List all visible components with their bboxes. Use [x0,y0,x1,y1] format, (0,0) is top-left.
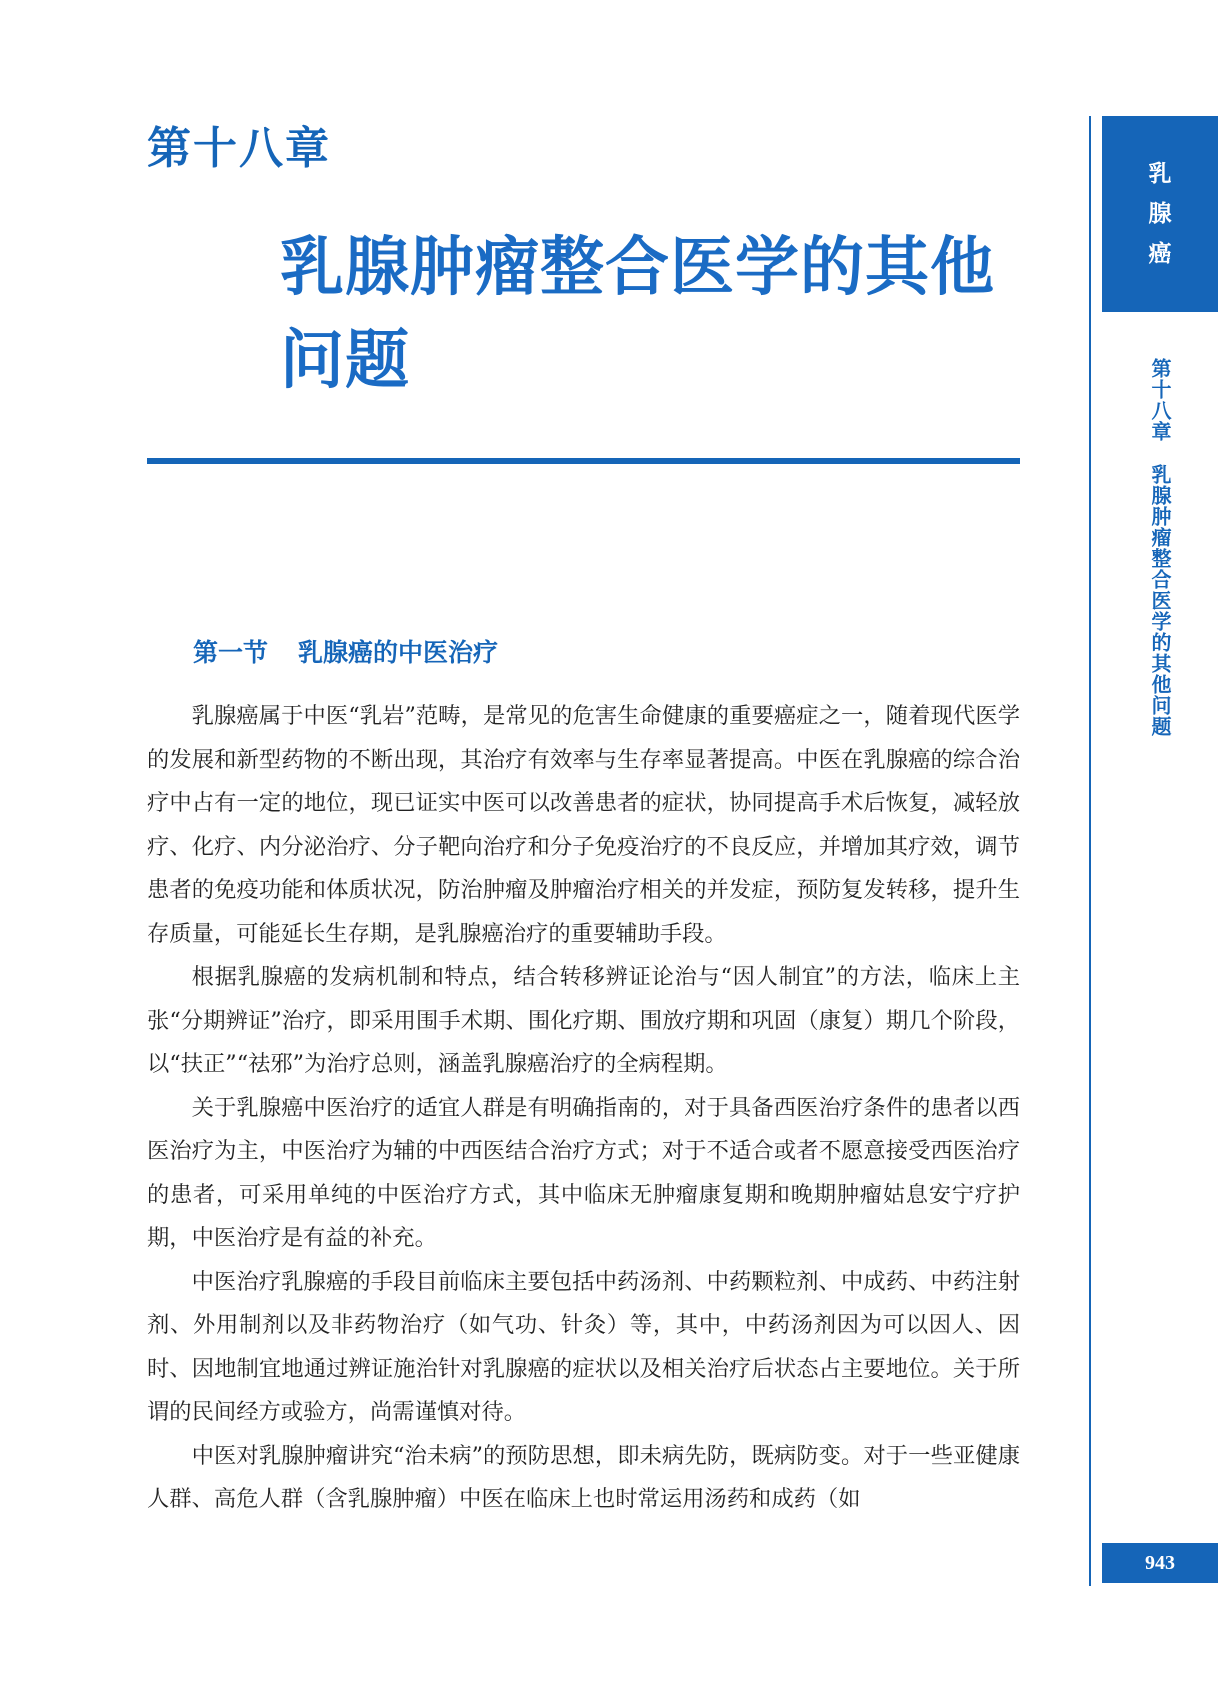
paragraph: 中医治疗乳腺癌的手段目前临床主要包括中药汤剂、中药颗粒剂、中成药、中药注射剂、外用制剂以及非药物治疗（如气功、针灸）等，其中，中药汤剂因为可以因人、因时、因地制宜地通过辨证施治针对乳腺癌的症状以及相关治疗后状态占主要地位。关于所谓的民间经方或验方，尚需谨慎对待。 [147,1268,1020,1425]
sidebar-tab-char: 癌 [1148,241,1172,267]
sidebar-tab [1102,116,1218,312]
title-divider [147,458,1020,464]
paragraph: 根据乳腺癌的发病机制和特点，结合转移辨证论治与“因人制宜”的方法，临床上主张“分期辨证”治疗，即采用围手术期、围化疗期、围放疗期和巩固（康复）期几个阶段，以“扶正”“祛邪”为治疗总则，涵盖乳腺癌治疗的全病程期。 [147,964,1020,1077]
paragraph: 关于乳腺癌中医治疗的适宜人群是有明确指南的，对于具备西医治疗条件的患者以西医治疗为主，中医治疗为辅的中西医结合治疗方式；对于不适合或者不愿意接受西医治疗的患者，可采用单纯的中医治疗方式，其中临床无肿瘤康复期和晚期肿瘤姑息安宁疗护期，中医治疗是有益的补充。 [147,1094,1020,1251]
sidebar-tab-char: 腺 [1148,201,1172,227]
sidebar-running-title [1145,358,1175,737]
section-heading [193,633,498,669]
chapter-title: 乳腺肿瘤整合医学的其他问题 [280,231,995,398]
chapter-label: 第十八章 [147,123,331,174]
sidebar-rule [1089,116,1091,1586]
sidebar-title: 乳腺肿瘤整合医学的其他问题 [1148,464,1172,737]
paragraph: 乳腺癌属于中医“乳岩”范畴，是常见的危害生命健康的重要癌症之一，随着现代医学的发展和新型药物的不断出现，其治疗有效率与生存率显著提高。中医在乳腺癌的综合治疗中占有一定的地位，现已证实中医可以改善患者的症状，协同提高手术后恢复，减轻放疗、化疗、内分泌治疗、分子靶向治疗和分子免疫治疗的不良反应，并增加其疗效，调节患者的免疫功能和体质状况，防治肿瘤及肿瘤治疗相关的并发症，预防复发转移，提升生存质量，可能延长生存期，是乳腺癌治疗的重要辅助手段。 [147,703,1020,947]
sidebar-tab-char: 乳 [1148,161,1172,187]
page-number: 943 [1102,1543,1218,1583]
body-text [147,695,1020,1522]
sidebar-chapter: 第十八章 [1148,358,1172,442]
section-number: 第一节 [193,638,269,667]
section-title: 乳腺癌的中医治疗 [298,638,499,667]
paragraph: 中医对乳腺肿瘤讲究“治未病”的预防思想，即未病先防，既病防变。对于一些亚健康人群、高危人群（含乳腺肿瘤）中医在临床上也时常运用汤药和成药（如 [147,1442,1020,1512]
